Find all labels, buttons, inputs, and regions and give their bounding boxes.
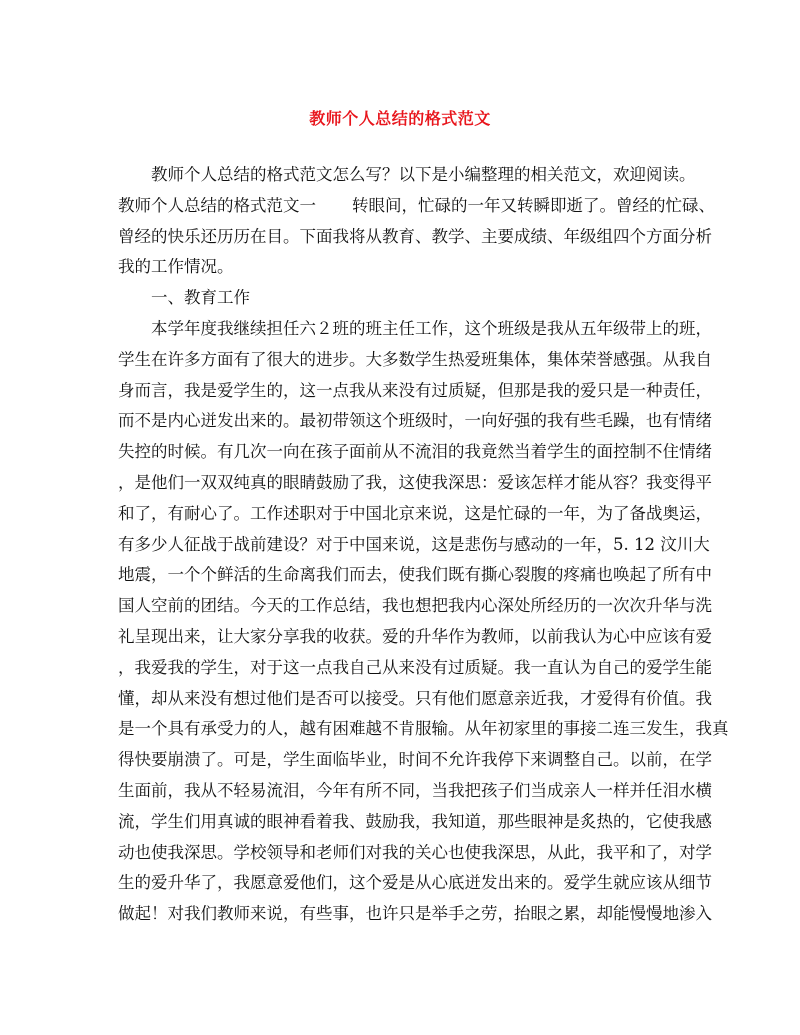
- paragraph-line: 教师个人总结的格式范文怎么写？以下是小编整理的相关范文，欢迎阅读。: [151, 165, 696, 184]
- paragraph-line: 流，学生们用真诚的眼神看着我、鼓励我，我知道，那些眼神是炙热的，它使我感: [118, 811, 712, 831]
- paragraph-line: 得快要崩溃了。可是，学生面临毕业，时间不允许我停下来调整自己。以前，在学: [118, 750, 712, 770]
- paragraph-line: 而不是内心迸发出来的。最初带领这个班级时，一向好强的我有些毛躁，也有情绪: [118, 411, 712, 431]
- paragraph-text: 转眼间，忙碌的一年又转瞬即逝了。曾经的忙碌、: [352, 195, 715, 215]
- paragraph-line: 懂，却从来没有想过他们是否可以接受。只有他们愿意亲近我，才爱得有价值。我: [118, 688, 712, 708]
- paragraph-line: 动也使我深思。学校领导和老师们对我的关心也使我深思，从此，我平和了，对学: [118, 842, 712, 862]
- paragraph-line: 失控的时候。有几次一向在孩子面前从不流泪的我竟然当着学生的面控制不住情绪: [118, 442, 712, 462]
- paragraph-line: 国人空前的团结。今天的工作总结，我也想把我内心深处所经历的一次次升华与洗: [118, 596, 712, 616]
- paragraph-line: 曾经的快乐还历历在目。下面我将从教育、教学、主要成绩、年级组四个方面分析: [118, 226, 712, 246]
- paragraph-line: 是一个具有承受力的人，越有困难越不肯服输。从年初家里的事接二连三发生，我真: [118, 719, 729, 739]
- section-heading: 教师个人总结的格式范文一: [118, 195, 316, 215]
- paragraph-line: 做起！对我们教师来说，有些事，也许只是举手之劳，抬眼之累，却能慢慢地渗入: [118, 904, 712, 924]
- document-body: [118, 160, 729, 930]
- section-heading: 一、教育工作: [151, 288, 250, 308]
- paragraph-line: 生的爱升华了，我愿意爱他们，这个爱是从心底迸发出来的。爱学生就应该从细节: [118, 873, 712, 893]
- paragraph-line: 学生在许多方面有了很大的进步。大多数学生热爱班集体，集体荣誉感强。从我自: [118, 349, 712, 369]
- page-title: 教师个人总结的格式范文: [309, 109, 491, 128]
- paragraph-line: 身而言，我是爱学生的，这一点我从来没有过质疑，但那是我的爱只是一种责任，: [118, 380, 712, 400]
- paragraph-line: 生面前，我从不轻易流泪，今年有所不同，当我把孩子们当成亲人一样并任泪水横: [118, 780, 712, 800]
- paragraph-line: 有多少人征战于战前建设？对于中国来说，这是悲伤与感动的一年，5. 12 汶川大: [118, 534, 710, 554]
- paragraph-line: 和了，有耐心了。工作述职对于中国北京来说，这是忙碌的一年，为了备战奥运，: [118, 503, 712, 523]
- paragraph-line: ，是他们一双双纯真的眼睛鼓励了我，这使我深思：爱该怎样才能从容？我变得平: [118, 472, 712, 492]
- paragraph-line: [118, 191, 715, 222]
- paragraph-line: 我的工作情况。: [118, 257, 234, 277]
- paragraph-line: ，我爱我的学生，对于这一点我自己从来没有过质疑。我一直认为自己的爱学生能: [118, 657, 712, 677]
- paragraph-line: 本学年度我继续担任六２班的班主任工作，这个班级是我从五年级带上的班，: [151, 318, 712, 338]
- paragraph-line: 地震，一个个鲜活的生命离我们而去，使我们既有撕心裂腹的疼痛也唤起了所有中: [118, 565, 712, 585]
- paragraph-line: 礼呈现出来，让大家分享我的收获。爱的升华作为教师，以前我认为心中应该有爱: [118, 626, 712, 646]
